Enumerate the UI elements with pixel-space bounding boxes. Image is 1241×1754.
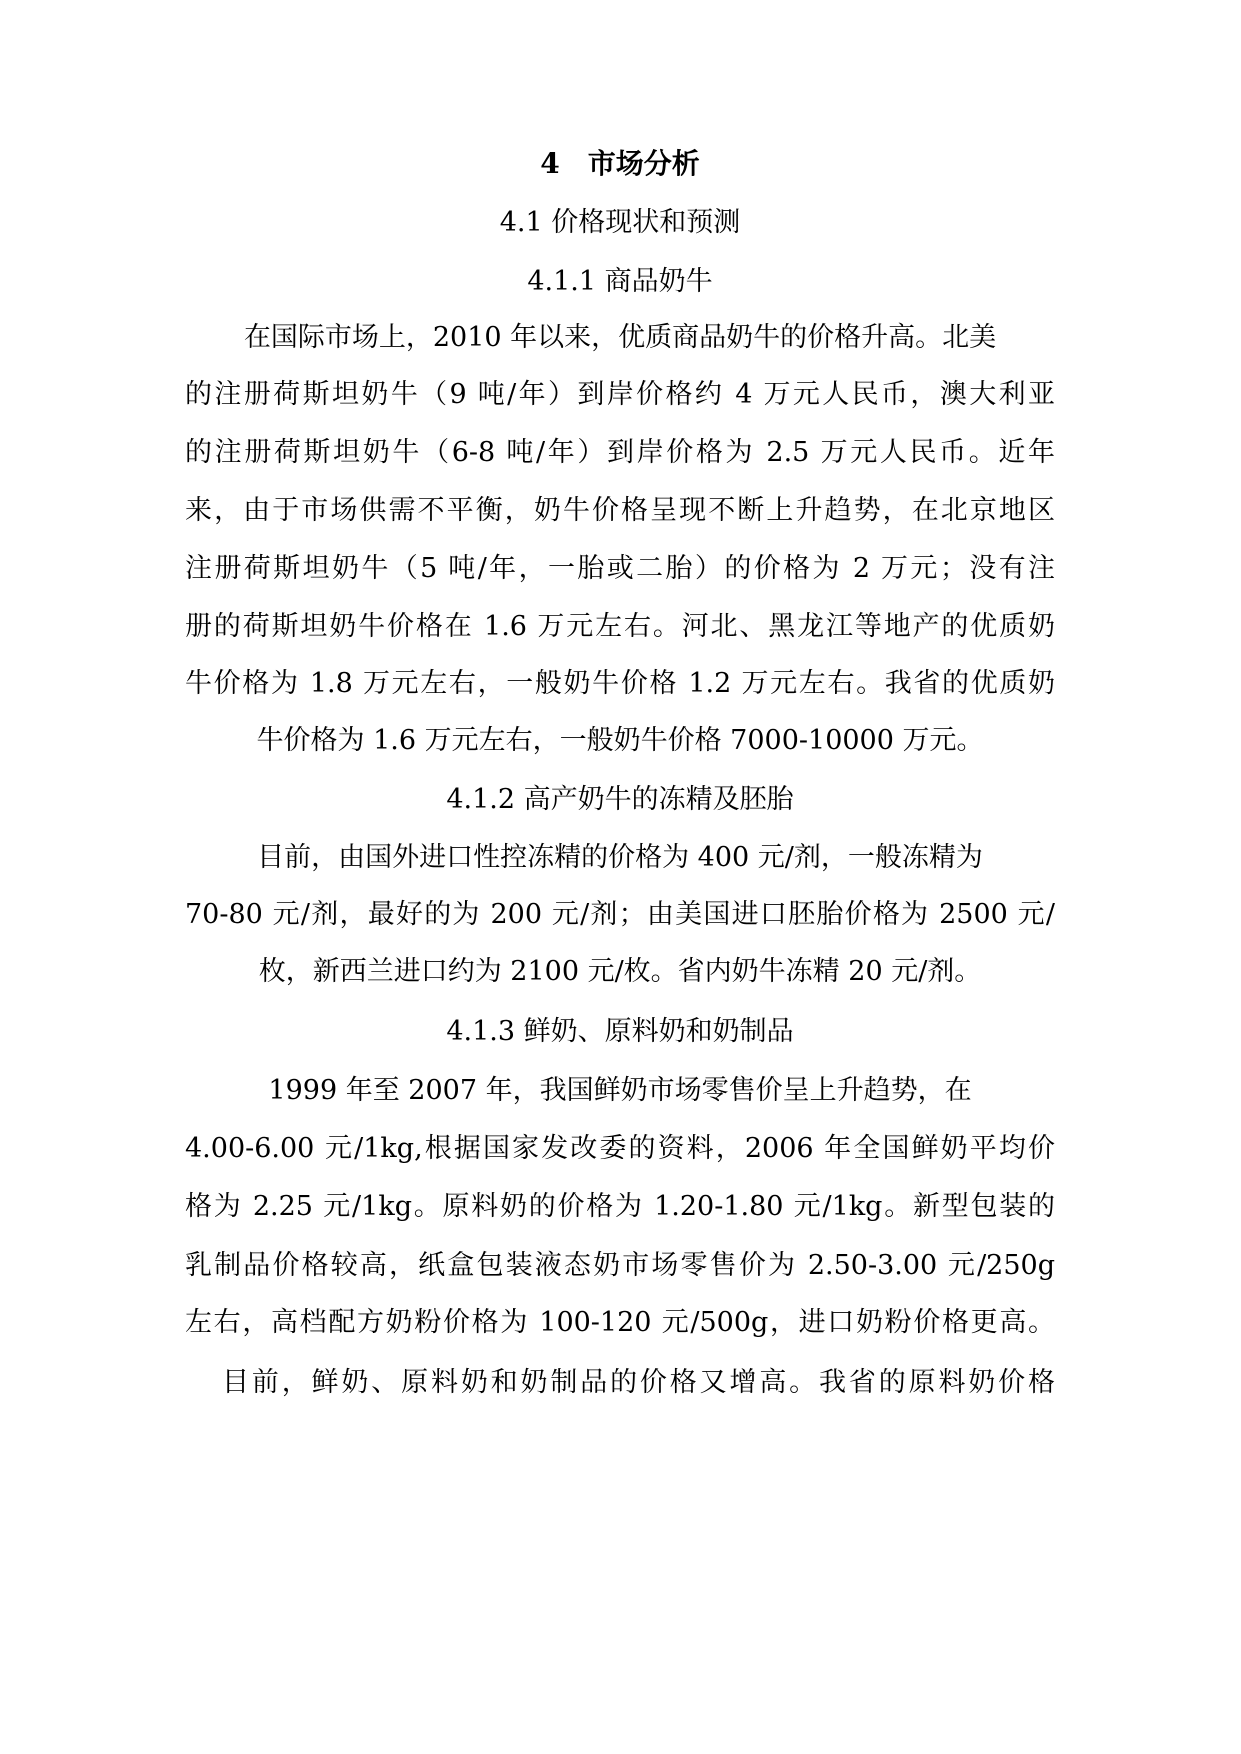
paragraph-line: 在国际市场上，2010 年以来，优质商品奶牛的价格升高。北美	[243, 322, 997, 353]
subsection-heading: 4.1.1 商品奶牛	[527, 266, 713, 297]
subsection-heading: 4.1.3 鲜奶、原料奶和奶制品	[446, 1016, 794, 1047]
paragraph-line: 册的荷斯坦奶牛价格在 1.6 万元左右。河北、黑龙江等地产的优质奶	[185, 611, 1055, 642]
paragraph-line: 70-80 元/剂，最好的为 200 元/剂；由美国进口胚胎价格为 2500 元/	[185, 899, 1055, 930]
paragraph-line: 来，由于市场供需不平衡，奶牛价格呈现不断上升趋势，在北京地区	[185, 495, 1055, 526]
paragraph-line: 4.00-6.00 元/1kg,根据国家发改委的资料，2006 年全国鲜奶平均价	[185, 1133, 1055, 1164]
subsection-heading: 4.1.2 高产奶牛的冻精及胚胎	[446, 784, 794, 815]
paragraph-line: 注册荷斯坦奶牛（5 吨/年，一胎或二胎）的价格为 2 万元；没有注	[185, 553, 1055, 584]
subsection-title: 4.1 价格现状和预测	[499, 207, 741, 238]
paragraph-line: 枚，新西兰进口约为 2100 元/枚。省内奶牛冻精 20 元/剂。	[258, 956, 982, 987]
paragraph-line: 目前，由国外进口性控冻精的价格为 400 元/剂，一般冻精为	[257, 842, 983, 873]
paragraph-line: 牛价格为 1.6 万元左右，一般奶牛价格 7000-10000 万元。	[256, 725, 984, 756]
paragraph-line: 格为 2.25 元/1kg。原料奶的价格为 1.20-1.80 元/1kg。新型包装的	[185, 1191, 1055, 1222]
paragraph-line: 牛价格为 1.8 万元左右，一般奶牛价格 1.2 万元左右。我省的优质奶	[185, 668, 1055, 699]
paragraph-line: 的注册荷斯坦奶牛（9 吨/年）到岸价格约 4 万元人民币，澳大利亚	[185, 379, 1055, 410]
paragraph-line: 左右，高档配方奶粉价格为 100-120 元/500g，进口奶粉价格更高。	[185, 1307, 1055, 1338]
paragraph-line: 1999 年至 2007 年，我国鲜奶市场零售价呈上升趋势，在	[268, 1075, 972, 1106]
paragraph-line: 乳制品价格较高，纸盒包装液态奶市场零售价为 2.50-3.00 元/250g	[185, 1250, 1055, 1281]
paragraph-line: 目前，鲜奶、原料奶和奶制品的价格又增高。我省的原料奶价格	[222, 1367, 1055, 1398]
section-title: 4 市场分析	[540, 147, 700, 180]
paragraph-line: 的注册荷斯坦奶牛（6-8 吨/年）到岸价格为 2.5 万元人民币。近年	[185, 437, 1055, 468]
